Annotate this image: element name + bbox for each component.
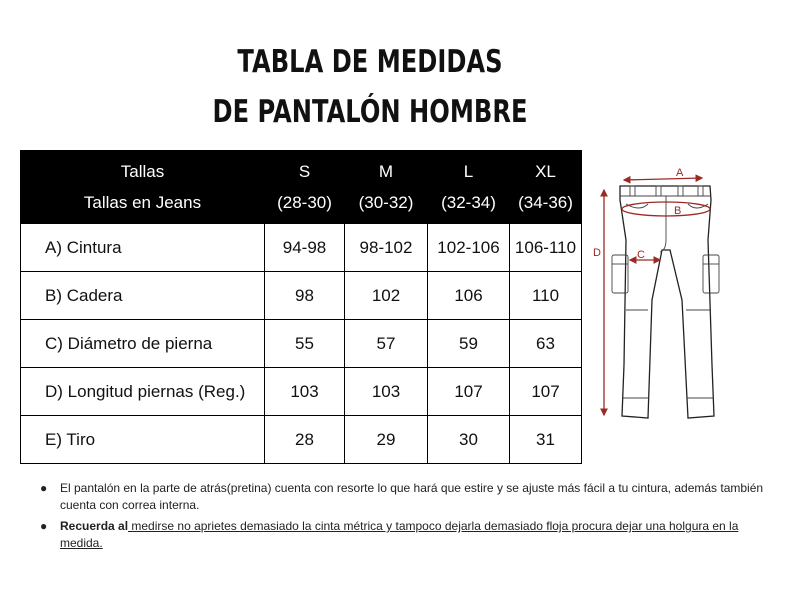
size-label: XL <box>535 162 556 181</box>
header-label-jeans: Tallas en Jeans <box>83 193 202 212</box>
table-row-tiro <box>21 416 582 464</box>
size-label: M <box>378 162 394 181</box>
pants-outline <box>620 186 714 418</box>
cell-value: 98-102 <box>345 224 428 272</box>
measure-label-b: B <box>674 205 682 217</box>
jeans-size-label: (30-32) <box>358 193 414 212</box>
row-label: E) Tiro <box>21 416 265 464</box>
table-row-cintura <box>21 224 582 272</box>
cell-value: 103 <box>265 368 345 416</box>
cell-value: 28 <box>265 416 345 464</box>
cell-value: 106 <box>428 272 510 320</box>
cell-value: 102 <box>345 272 428 320</box>
row-label: D) Longitud piernas (Reg.) <box>21 368 265 416</box>
pants-diagram <box>590 160 730 430</box>
table-row-longitud-piernas <box>21 368 582 416</box>
note-text: medirse no aprietes demasiado la cinta métrica y tampoco dejarla demasiado floja procura dejar una holgura en la medida. <box>60 519 739 550</box>
size-label: L <box>463 162 474 181</box>
note-bold-text: Recuerda al <box>60 519 129 533</box>
jeans-size-label: (32-34) <box>441 193 496 212</box>
measure-label-d: D <box>593 247 601 259</box>
row-label: C) Diámetro de pierna <box>21 320 265 368</box>
row-label: A) Cintura <box>21 224 265 272</box>
cell-value: 98 <box>265 272 345 320</box>
header-size-xl <box>510 151 582 224</box>
page-title-line-1: TABLA DE MEDIDAS <box>237 44 503 80</box>
cell-value: 102-106 <box>428 224 510 272</box>
cell-value: 30 <box>428 416 510 464</box>
cell-value: 63 <box>510 320 582 368</box>
jeans-size-label: (28-30) <box>277 193 332 212</box>
cell-value: 106-110 <box>510 224 582 272</box>
cell-value: 107 <box>510 368 582 416</box>
header-row <box>21 151 582 224</box>
table-row-cadera <box>21 272 582 320</box>
cell-value: 59 <box>428 320 510 368</box>
measure-label-c: C <box>637 249 645 261</box>
table-row-diametro-pierna <box>21 320 582 368</box>
cell-value: 55 <box>265 320 345 368</box>
header-label-tallas: Tallas <box>120 162 165 181</box>
note-item <box>40 480 780 514</box>
jeans-size-label: (34-36) <box>518 193 573 212</box>
cell-value: 29 <box>345 416 428 464</box>
page-title-line-2: DE PANTALÓN HOMBRE <box>212 94 528 130</box>
row-label: B) Cadera <box>21 272 265 320</box>
note-item <box>40 518 780 552</box>
cell-value: 57 <box>345 320 428 368</box>
cell-value: 94-98 <box>265 224 345 272</box>
bullet-icon: ● <box>40 481 48 495</box>
cell-value: 107 <box>428 368 510 416</box>
cell-value: 31 <box>510 416 582 464</box>
size-label: S <box>298 162 311 181</box>
header-size-m <box>345 151 428 224</box>
cell-value: 103 <box>345 368 428 416</box>
size-chart-table <box>20 150 582 464</box>
header-label-cell <box>21 151 265 224</box>
cell-value: 110 <box>510 272 582 320</box>
measure-label-a: A <box>676 167 684 179</box>
header-size-l <box>428 151 510 224</box>
notes-section <box>40 480 780 556</box>
header-size-s <box>265 151 345 224</box>
bullet-icon: ● <box>40 519 48 533</box>
note-text: El pantalón en la parte de atrás(pretina) cuenta con resorte lo que hará que estire y se ajuste más fácil a tu cintura, además también cuenta con correa interna. <box>60 481 764 512</box>
